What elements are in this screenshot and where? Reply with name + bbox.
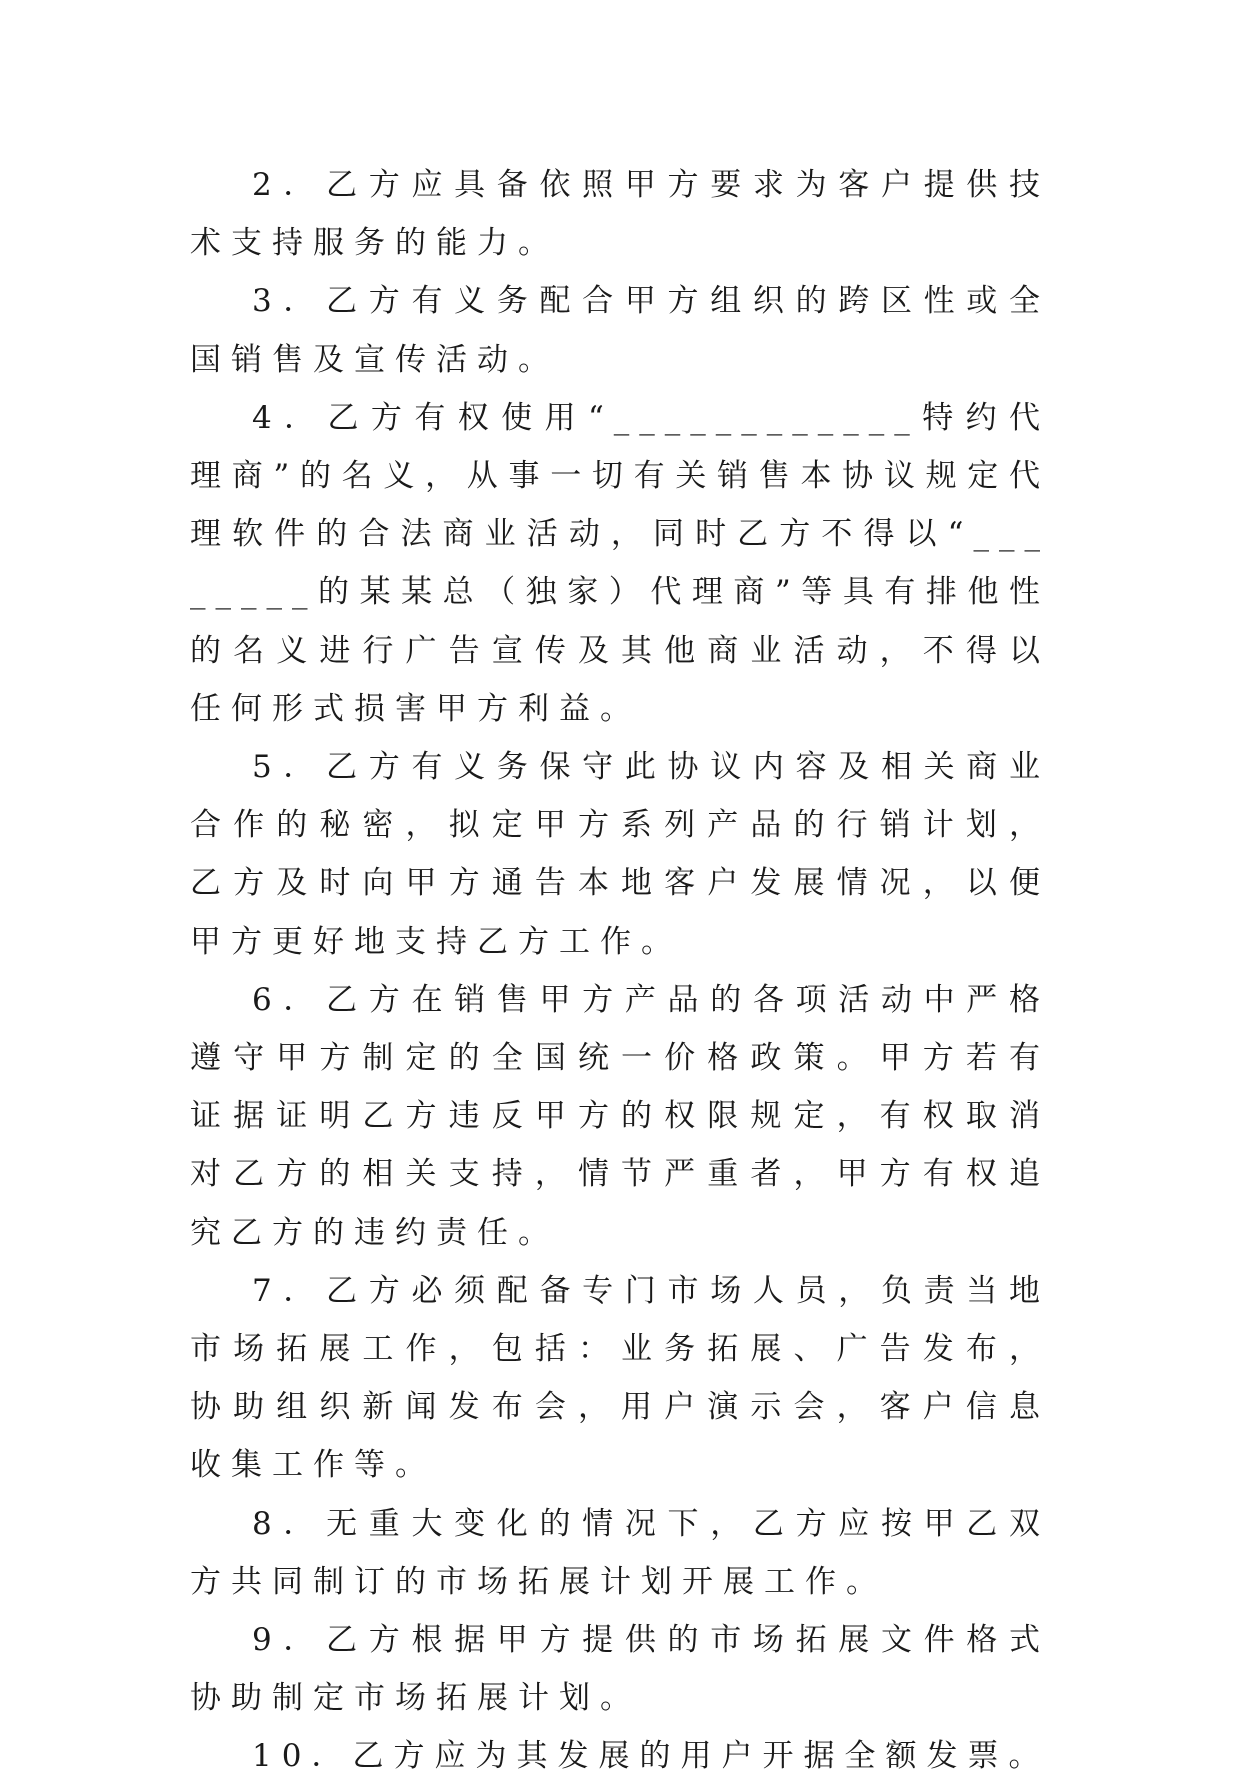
clause-9: 9．乙方根据甲方提供的市场拓展文件格式协助制定市场拓展计划。 (190, 1622, 1050, 1717)
clause-6: 6．乙方在销售甲方产品的各项活动中严格遵守甲方制定的全国统一价格政策。甲方若有证据证明乙方违反甲方的权限规定，有权取消对乙方的相关支持，情节严重者，甲方有权追究乙方的违约责任。 (190, 981, 1050, 1251)
clause-4: 4．乙方有权使用“____________特约代理商”的名义，从事一切有关销售本协议规定代理软件的合法商业活动，同时乙方不得以“________的某某总（独家）代理商”等具有排他性的名义进行广告宣传及其他商业活动，不得以任何形式损害甲方利益。 (190, 399, 1050, 727)
document-body (190, 156, 1050, 1786)
clause-7: 7．乙方必须配备专门市场人员，负责当地市场拓展工作，包括：业务拓展、广告发布，协助组织新闻发布会，用户演示会，客户信息收集工作等。 (190, 1272, 1050, 1484)
clause-5: 5．乙方有义务保守此协议内容及相关商业合作的秘密，拟定甲方系列产品的行销计划，乙方及时向甲方通告本地客户发展情况，以便甲方更好地支持乙方工作。 (190, 749, 1050, 960)
clause-3: 3．乙方有义务配合甲方组织的跨区性或全国销售及宣传活动。 (190, 283, 1050, 378)
clause-10: 10．乙方应为其发展的用户开据全额发票。 (252, 1738, 1050, 1775)
clause-8: 8．无重大变化的情况下，乙方应按甲乙双方共同制订的市场拓展计划开展工作。 (190, 1505, 1050, 1600)
clause-2: 2．乙方应具备依照甲方要求为客户提供技术支持服务的能力。 (190, 167, 1050, 262)
